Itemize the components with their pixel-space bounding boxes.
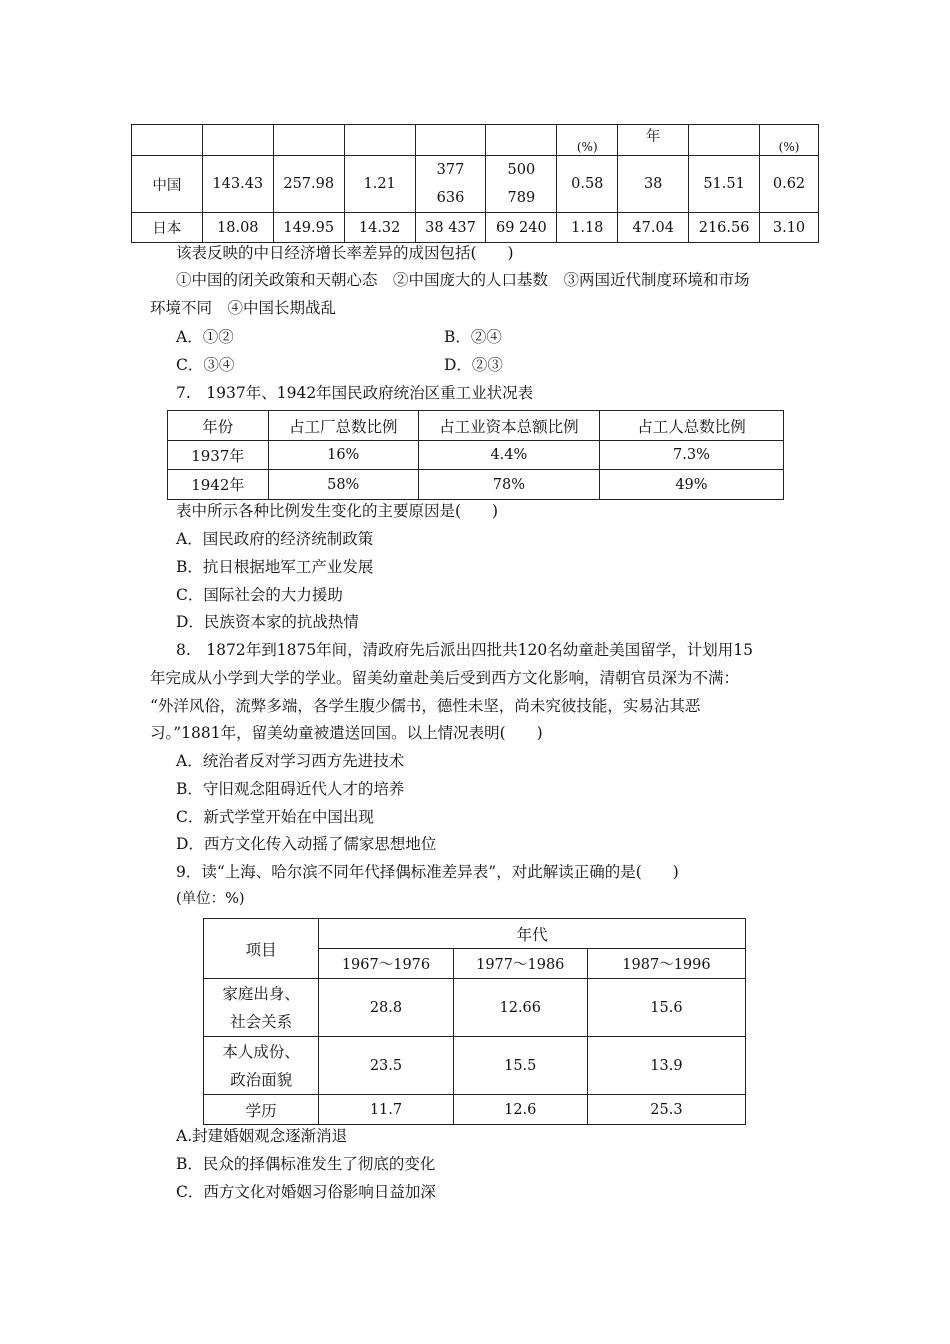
table-header: 占工厂总数比例 bbox=[268, 411, 418, 441]
table-cell: 58% bbox=[268, 470, 418, 500]
table-row bbox=[132, 213, 819, 243]
table-cell bbox=[486, 156, 557, 213]
table-cell bbox=[486, 125, 557, 156]
table-cell: 1942年 bbox=[168, 470, 269, 500]
q8-option-c: C．新式学堂开始在中国出现 bbox=[176, 808, 374, 826]
table-header-row bbox=[204, 919, 746, 949]
table-cell: 23.5 bbox=[319, 1037, 453, 1095]
table-row bbox=[204, 1037, 746, 1095]
table-cell bbox=[689, 125, 760, 156]
q7-option-a: A．国民政府的经济统制政策 bbox=[176, 530, 374, 548]
table-cell: 11.7 bbox=[319, 1095, 453, 1125]
q6-option-d: D．②③ bbox=[444, 356, 503, 374]
q9-option-b: B．民众的择偶标准发生了彻底的变化 bbox=[176, 1155, 436, 1173]
table-cell bbox=[415, 125, 486, 156]
table-cell bbox=[618, 125, 689, 156]
table-cell: 日本 bbox=[132, 213, 203, 243]
table-cell bbox=[204, 979, 319, 1037]
q9-stem: 9．读“上海、哈尔滨不同年代择偶标准差异表”，对此解读正确的是( ) bbox=[176, 863, 679, 881]
table-cell bbox=[760, 125, 819, 156]
table-cell: 47.04 bbox=[618, 213, 689, 243]
cell-line: 500 bbox=[507, 162, 536, 178]
table-cell: 69 240 bbox=[486, 213, 557, 243]
table-header: 项目 bbox=[204, 919, 319, 979]
table-cell: 38 437 bbox=[415, 213, 486, 243]
q8-stem-line: 8. 1872年到1875年间，清政府先后派出四批共120名幼童赴美国留学，计划用15 bbox=[176, 641, 753, 659]
table-header: 1987～1996 bbox=[587, 949, 745, 979]
year-header: 年 bbox=[645, 129, 661, 145]
table-cell: 0.62 bbox=[760, 156, 819, 213]
q8-option-a: A．统治者反对学习西方先进技术 bbox=[176, 752, 405, 770]
q8-stem-line: “外洋风俗，流弊多端，各学生腹少儒书，德性未坚，尚未究彼技能，实易沾其恶 bbox=[150, 697, 701, 715]
table-cell: 7.3% bbox=[599, 441, 783, 470]
row-label: 家庭出身、 bbox=[222, 984, 300, 1003]
table-cell: 中国 bbox=[132, 156, 203, 213]
table-cell bbox=[415, 156, 486, 213]
table-cell: 149.95 bbox=[273, 213, 344, 243]
table-cell: 78% bbox=[418, 470, 599, 500]
table-header: 占工业资本总额比例 bbox=[418, 411, 599, 441]
table-cell: 51.51 bbox=[689, 156, 760, 213]
q7-option-d: D．民族资本家的抗战热情 bbox=[176, 613, 359, 631]
q8-stem-line: 习。”1881年，留美幼童被遣送回国。以上情况表明( ) bbox=[150, 724, 543, 742]
table-cell: 28.8 bbox=[319, 979, 453, 1037]
pct-header: (%) bbox=[778, 140, 800, 154]
table-cell: 49% bbox=[599, 470, 783, 500]
q9-option-c: C．西方文化对婚姻习俗影响日益加深 bbox=[176, 1183, 436, 1201]
q9-option-a: A.封建婚姻观念逐渐消退 bbox=[176, 1127, 348, 1145]
q8-option-b: B．守旧观念阻碍近代人才的培养 bbox=[176, 780, 405, 798]
table-cell: 3.10 bbox=[760, 213, 819, 243]
marriage-table bbox=[203, 918, 746, 1125]
economy-table bbox=[131, 124, 819, 243]
table-cell: 4.4% bbox=[418, 441, 599, 470]
table-header: 1977～1986 bbox=[453, 949, 587, 979]
table-cell: 12.66 bbox=[453, 979, 587, 1037]
q6-option-c: C．③④ bbox=[176, 356, 235, 374]
q7-title: 7. 1937年、1942年国民政府统治区重工业状况表 bbox=[176, 384, 534, 402]
table-row bbox=[204, 979, 746, 1037]
table-cell: 216.56 bbox=[689, 213, 760, 243]
table-cell: 18.08 bbox=[202, 213, 273, 243]
q7-stem: 表中所示各种比例发生变化的主要原因是( ) bbox=[176, 502, 499, 520]
q6-option-a: A．①② bbox=[176, 328, 234, 346]
table-cell: 25.3 bbox=[587, 1095, 745, 1125]
table-cell bbox=[202, 125, 273, 156]
table-cell: 15.5 bbox=[453, 1037, 587, 1095]
row-label: 社会关系 bbox=[230, 1012, 293, 1031]
q7-option-c: C．国际社会的大力援助 bbox=[176, 586, 343, 604]
table-cell: 16% bbox=[268, 441, 418, 470]
table-cell: 0.58 bbox=[557, 156, 618, 213]
table-cell: 学历 bbox=[204, 1095, 319, 1125]
table-cell: 13.9 bbox=[587, 1037, 745, 1095]
table-cell bbox=[132, 125, 203, 156]
table-cell: 257.98 bbox=[273, 156, 344, 213]
q6-options-line: ①中国的闭关政策和天朝心态 ②中国庞大的人口基数 ③两国近代制度环境和市场 bbox=[176, 271, 750, 289]
industry-table bbox=[167, 410, 784, 500]
table-header: 占工人总数比例 bbox=[599, 411, 783, 441]
q6-stem: 该表反映的中日经济增长率差异的成因包括( ) bbox=[176, 244, 514, 262]
row-label: 政治面貌 bbox=[230, 1070, 293, 1089]
q6-option-b: B．②④ bbox=[444, 328, 502, 346]
pct-header: (%) bbox=[576, 140, 598, 154]
table-header: 年份 bbox=[168, 411, 269, 441]
table-row bbox=[132, 156, 819, 213]
q9-unit: (单位：%) bbox=[176, 891, 245, 907]
row-label: 本人成份、 bbox=[222, 1042, 300, 1061]
table-cell: 15.6 bbox=[587, 979, 745, 1037]
table-row bbox=[204, 1095, 746, 1125]
table-cell: 1937年 bbox=[168, 441, 269, 470]
q8-option-d: D．西方文化传入动摇了儒家思想地位 bbox=[176, 835, 437, 853]
table-cell bbox=[204, 1037, 319, 1095]
table-cell: 1.18 bbox=[557, 213, 618, 243]
cell-line: 789 bbox=[507, 190, 536, 206]
table-cell bbox=[557, 125, 618, 156]
table-cell: 1.21 bbox=[344, 156, 415, 213]
table-cell bbox=[273, 125, 344, 156]
q8-stem-line: 年完成从小学到大学的学业。留美幼童赴美后受到西方文化影响，清朝官员深为不满： bbox=[150, 669, 740, 687]
cell-line: 377 bbox=[436, 162, 465, 178]
table-cell: 38 bbox=[618, 156, 689, 213]
table-header-row bbox=[168, 411, 784, 441]
table-header: 1967～1976 bbox=[319, 949, 453, 979]
cell-line: 636 bbox=[436, 190, 465, 206]
table-cell: 143.43 bbox=[202, 156, 273, 213]
table-row bbox=[168, 470, 784, 500]
table-row bbox=[168, 441, 784, 470]
q6-options-line: 环境不同 ④中国长期战乱 bbox=[150, 299, 337, 317]
q7-option-b: B．抗日根据地军工产业发展 bbox=[176, 558, 374, 576]
table-cell: 12.6 bbox=[453, 1095, 587, 1125]
table-cell bbox=[344, 125, 415, 156]
table-header: 年代 bbox=[319, 919, 746, 949]
table-cell: 14.32 bbox=[344, 213, 415, 243]
